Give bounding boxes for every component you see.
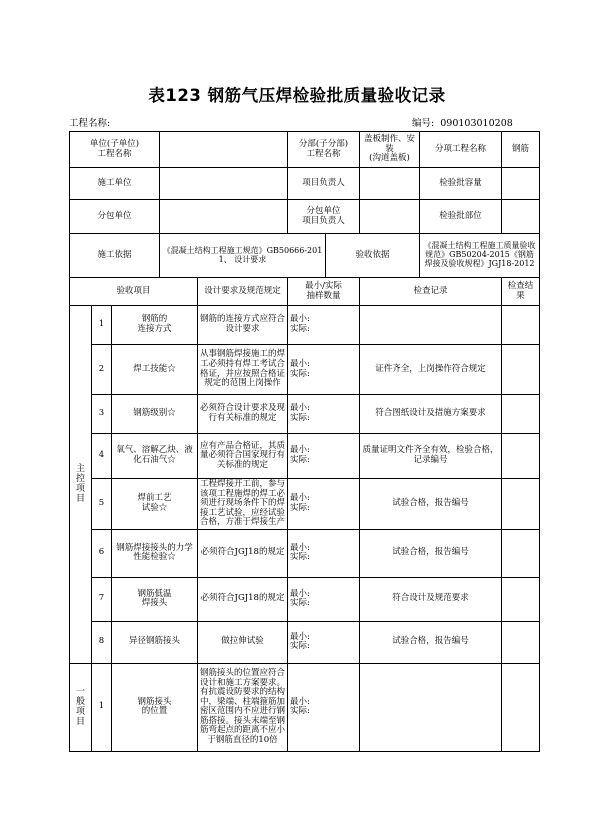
main-group-label: 主控项目 [70,306,92,664]
item-result[interactable] [502,621,540,663]
code-field [412,115,513,129]
subcontract-unit-label: 分包单位 [70,200,160,234]
code-label: 编号: [412,118,435,129]
item-record: 证件齐全，上岗操作符合规定 [360,345,502,395]
main-item-row [70,577,540,621]
item-no: 6 [92,529,112,577]
sub-part-label: 分部(子分部) 工程名称 [288,132,360,168]
item-name: 焊工技能☆ [112,345,198,395]
main-item-row [70,306,540,345]
unit-value[interactable] [160,132,288,168]
item-design: 钢筋的连接方式应符合设计要求 [198,306,288,345]
item-record: 试验合格，报告编号 [360,479,502,530]
item-label: 分项工程名称 [420,132,502,168]
item-result[interactable] [502,306,540,345]
header-row-4 [70,234,540,278]
col-sample: 最小/实际 抽样数量 [288,278,360,306]
batch-location-label: 检验批部位 [420,200,502,234]
main-item-row [70,345,540,395]
unit-label: 单位(子单位) 工程名称 [70,132,160,168]
item-no: 7 [92,577,112,621]
column-header-row [70,278,540,306]
col-result: 检查结果 [502,278,540,306]
main-item-row [70,434,540,479]
basis-value: 《混凝土结构工程施工规范》GB50666-2011、 设计要求 [160,234,326,278]
subcontract-lead-label: 分包单位 项目负责人 [288,200,360,234]
acceptance-table [69,131,540,752]
subcontract-unit-value[interactable] [160,200,288,234]
item-sample: 最小: 实际: [288,479,360,530]
item-sample: 最小: 实际: [288,529,360,577]
item-name: 钢筋接头 的位置 [112,663,198,751]
item-sample: 最小: 实际: [288,663,360,751]
header-row-3 [70,200,540,234]
item-design: 做拉伸试验 [198,621,288,663]
item-sample: 最小: 实际: [288,395,360,434]
item-result[interactable] [502,434,540,479]
item-record: 试验合格，报告编号 [360,529,502,577]
construction-unit-value[interactable] [160,168,288,200]
main-item-row [70,395,540,434]
item-name: 异径钢筋接头 [112,621,198,663]
item-record: 质量证明文件齐全有效，检验合格，记录编号 [360,434,502,479]
item-no: 5 [92,479,112,530]
main-item-row [70,621,540,663]
item-name: 钢筋焊接接头的力学性能检验☆ [112,529,198,577]
item-no: 1 [92,663,112,751]
item-result[interactable] [502,345,540,395]
main-item-row [70,479,540,530]
main-item-row [70,529,540,577]
item-name: 氧气、溶解乙炔、液化石油气☆ [112,434,198,479]
item-sample: 最小: 实际: [288,621,360,663]
item-record: 符合设计及规范要求 [360,577,502,621]
batch-location-value[interactable] [502,200,540,234]
construction-unit-label: 施工单位 [70,168,160,200]
batch-capacity-label: 检验批容量 [420,168,502,200]
item-sample: 最小: 实际: [288,577,360,621]
item-result[interactable] [502,529,540,577]
item-design: 必须符合JGJ18的规定 [198,577,288,621]
code-value: 090103010208 [440,118,513,129]
item-result[interactable] [502,479,540,530]
header-row-1 [70,132,540,168]
item-sample: 最小: 实际: [288,434,360,479]
subcontract-lead-value[interactable] [360,200,420,234]
item-design: 应有产品合格证，其质量必须符合国家现行有关标准的规定 [198,434,288,479]
item-name: 钢筋低温 焊接头 [112,577,198,621]
item-design: 必须符合设计要求及现行有关标准的规定 [198,395,288,434]
project-lead-value[interactable] [360,168,420,200]
acceptance-basis-label: 验收依据 [326,234,420,278]
item-design: 必须符合JGJ18的规定 [198,529,288,577]
item-design: 钢筋接头的位置应符合设计和施工方案要求。有抗震设防要求的结构中，梁端、柱端箍筋加密区范围内不应进行钢筋搭接。接头末端至钢筋弯起点的距离不应小于钢筋直径的10倍 [198,663,288,751]
item-name: 钢筋的 连接方式 [112,306,198,345]
col-item: 验收项目 [70,278,198,306]
item-name: 钢筋级别☆ [112,395,198,434]
item-no: 2 [92,345,112,395]
batch-capacity-value[interactable] [502,168,540,200]
col-design: 设计要求及规范规定 [198,278,288,306]
item-no: 8 [92,621,112,663]
project-name-label: 工程名称: [69,118,111,129]
page-title: 表123 钢筋气压焊检验批质量验收记录 [148,86,446,105]
item-value: 钢筋 [502,132,540,168]
item-design: 工程焊接开工前，参与该项工程施焊的焊工必须进行现场条件下的焊接工艺试验，应经试验合格，方准于焊接生产 [198,479,288,530]
basis-label: 施工依据 [70,234,160,278]
item-record: 试验合格，报告编号 [360,621,502,663]
general-item-row [70,663,540,751]
item-sample: 最小: 实际: [288,345,360,395]
item-no: 3 [92,395,112,434]
acceptance-basis-value: 《混凝土结构工程施工质量验收规范》GB50204-2015《钢筋焊接及验收规程》JGJ18-2012 [420,234,540,278]
sub-part-value: 盖板制作、安装 (沟道盖板) [360,132,420,168]
header-row-2 [70,168,540,200]
item-record [360,306,502,345]
item-no: 1 [92,306,112,345]
project-lead-label: 项目负责人 [288,168,360,200]
item-record: 符合图纸设计及措施方案要求 [360,395,502,434]
item-record [360,663,502,751]
col-record: 检查记录 [360,278,502,306]
item-result[interactable] [502,663,540,751]
item-result[interactable] [502,395,540,434]
item-name: 焊前工艺 试验☆ [112,479,198,530]
general-group-label: 一般项目 [70,663,92,751]
item-result[interactable] [502,577,540,621]
item-no: 4 [92,434,112,479]
item-sample: 最小: 实际: [288,306,360,345]
item-design: 从事钢筋焊接施工的焊工必须持有焊工考试合格证，并应按照合格证规定的范围上岗操作 [198,345,288,395]
